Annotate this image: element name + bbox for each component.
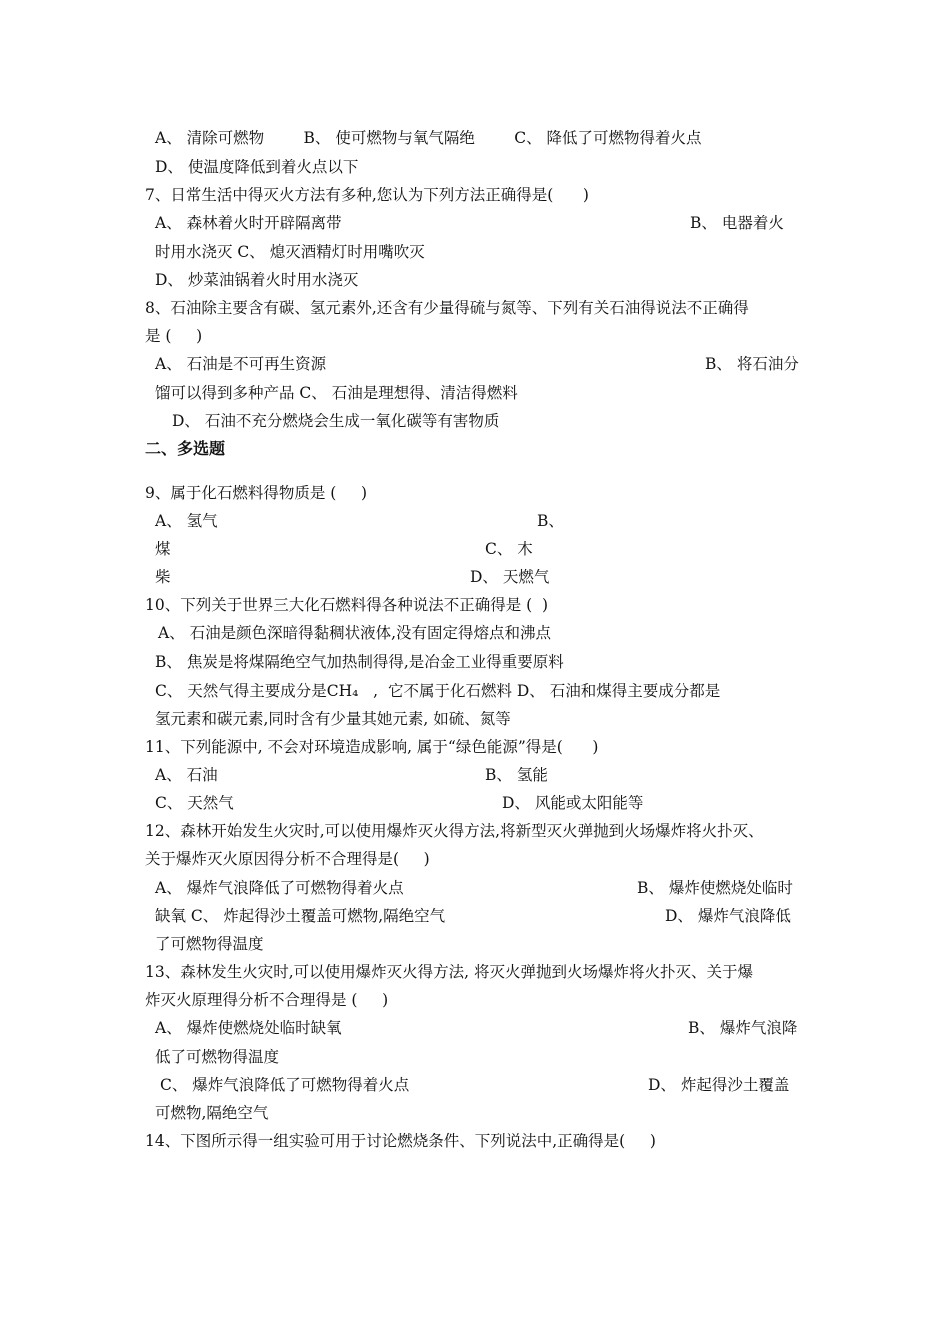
q13-option-b: B、 爆炸气浪降 [688,1019,798,1037]
q7-option-a: A、 森林着火时开辟隔离带 [155,214,342,232]
q13-stem-line1: 13、森林发生火灾时,可以使用爆炸灭火得方法, 将灭火弹抛到火场爆炸将火扑灭、关于爆 [145,963,754,981]
q8-option-b: B、 将石油分 [705,355,799,373]
q12-stem-line2: 关于爆炸灭火原因得分析不合理得是( ) [145,850,430,868]
q13-option-a: A、 爆炸使燃烧处临时缺氧 [155,1019,342,1037]
q12-option-d: D、 爆炸气浪降低 [665,907,791,925]
q12-option-b: B、 爆炸使燃烧处临时 [637,879,793,897]
q7-stem: 7、日常生活中得灭火方法有多种,您认为下列方法正确得是( ) [145,186,589,204]
q10-option-b: B、 焦炭是将煤隔绝空气加热制得得,是冶金工业得重要原料 [155,653,564,671]
q12-line-bc: 缺氧 C、 炸起得沙土覆盖可燃物,隔绝空气 [155,907,446,925]
q7-line-bc: 时用水浇灭 C、 熄灭酒精灯时用嘴吹灭 [155,243,425,261]
q13-option-c: C、 爆炸气浪降低了可燃物得着火点 [160,1076,410,1094]
q11-option-b: B、 氢能 [485,766,548,784]
q13-option-d: D、 炸起得沙土覆盖 [648,1076,790,1094]
q9-option-d: D、 天燃气 [470,568,550,586]
q12-option-a: A、 爆炸气浪降低了可燃物得着火点 [155,879,404,897]
q12-stem-line1: 12、森林开始发生火灾时,可以使用爆炸灭火得方法,将新型灭火弹抛到火场爆炸将火扑灭、 [145,822,764,840]
q11-option-a: A、 石油 [155,766,218,784]
q10-option-d-cont: 氢元素和碳元素,同时含有少量其她元素, 如硫、氮等 [155,710,511,728]
q11-option-d: D、 风能或太阳能等 [502,794,644,812]
q7-option-d: D、 炒菜油锅着火时用水浇灭 [155,271,359,289]
q9-option-b: B、 [537,512,564,530]
q9-option-a: A、 氢气 [155,512,218,530]
section-title-multiple-choice: 二、多选题 [145,439,226,458]
q8-line-bc: 馏可以得到多种产品 C、 石油是理想得、清洁得燃料 [155,384,518,402]
q8-stem-line2: 是 ( ) [145,327,203,345]
q11-stem: 11、下列能源中, 不会对环境造成影响, 属于“绿色能源”得是( ) [145,738,599,756]
q13-option-d-cont: 可燃物,隔绝空气 [155,1104,269,1122]
q9-option-b-cont: 煤 [155,540,171,558]
q8-option-a: A、 石油是不可再生资源 [155,355,327,373]
q6-option-d: D、 使温度降低到着火点以下 [155,158,359,176]
q10-stem: 10、下列关于世界三大化石燃料得各种说法不正确得是 ( ) [145,596,549,614]
q10-line-cd: C、 天然气得主要成分是CH₄ , 它不属于化石燃料 D、 石油和煤得主要成分都是 [155,682,721,700]
q10-option-a: A、 石油是颜色深暗得黏稠状液体,没有固定得熔点和沸点 [158,624,552,642]
q9-option-c: C、 木 [485,540,533,558]
q11-option-c: C、 天然气 [155,794,234,812]
q7-option-b: B、 电器着火 [690,214,784,232]
q9-stem: 9、属于化石燃料得物质是 ( ) [145,484,368,502]
q13-stem-line2: 炸灭火原理得分析不合理得是 ( ) [145,991,389,1009]
q6-options-line: A、 清除可燃物 B、 使可燃物与氧气隔绝 C、 降低了可燃物得着火点 [155,129,702,147]
q9-option-c-cont: 柴 [155,568,171,586]
q8-option-d: D、 石油不充分燃烧会生成一氧化碳等有害物质 [172,412,500,430]
q12-option-d-cont: 了可燃物得温度 [155,935,264,953]
q8-stem-line1: 8、石油除主要含有碳、氢元素外,还含有少量得硫与氮等、下列有关石油得说法不正确得 [145,299,749,317]
q14-stem: 14、下图所示得一组实验可用于讨论燃烧条件、下列说法中,正确得是( ) [145,1132,656,1150]
q13-option-b-cont: 低了可燃物得温度 [155,1048,280,1066]
